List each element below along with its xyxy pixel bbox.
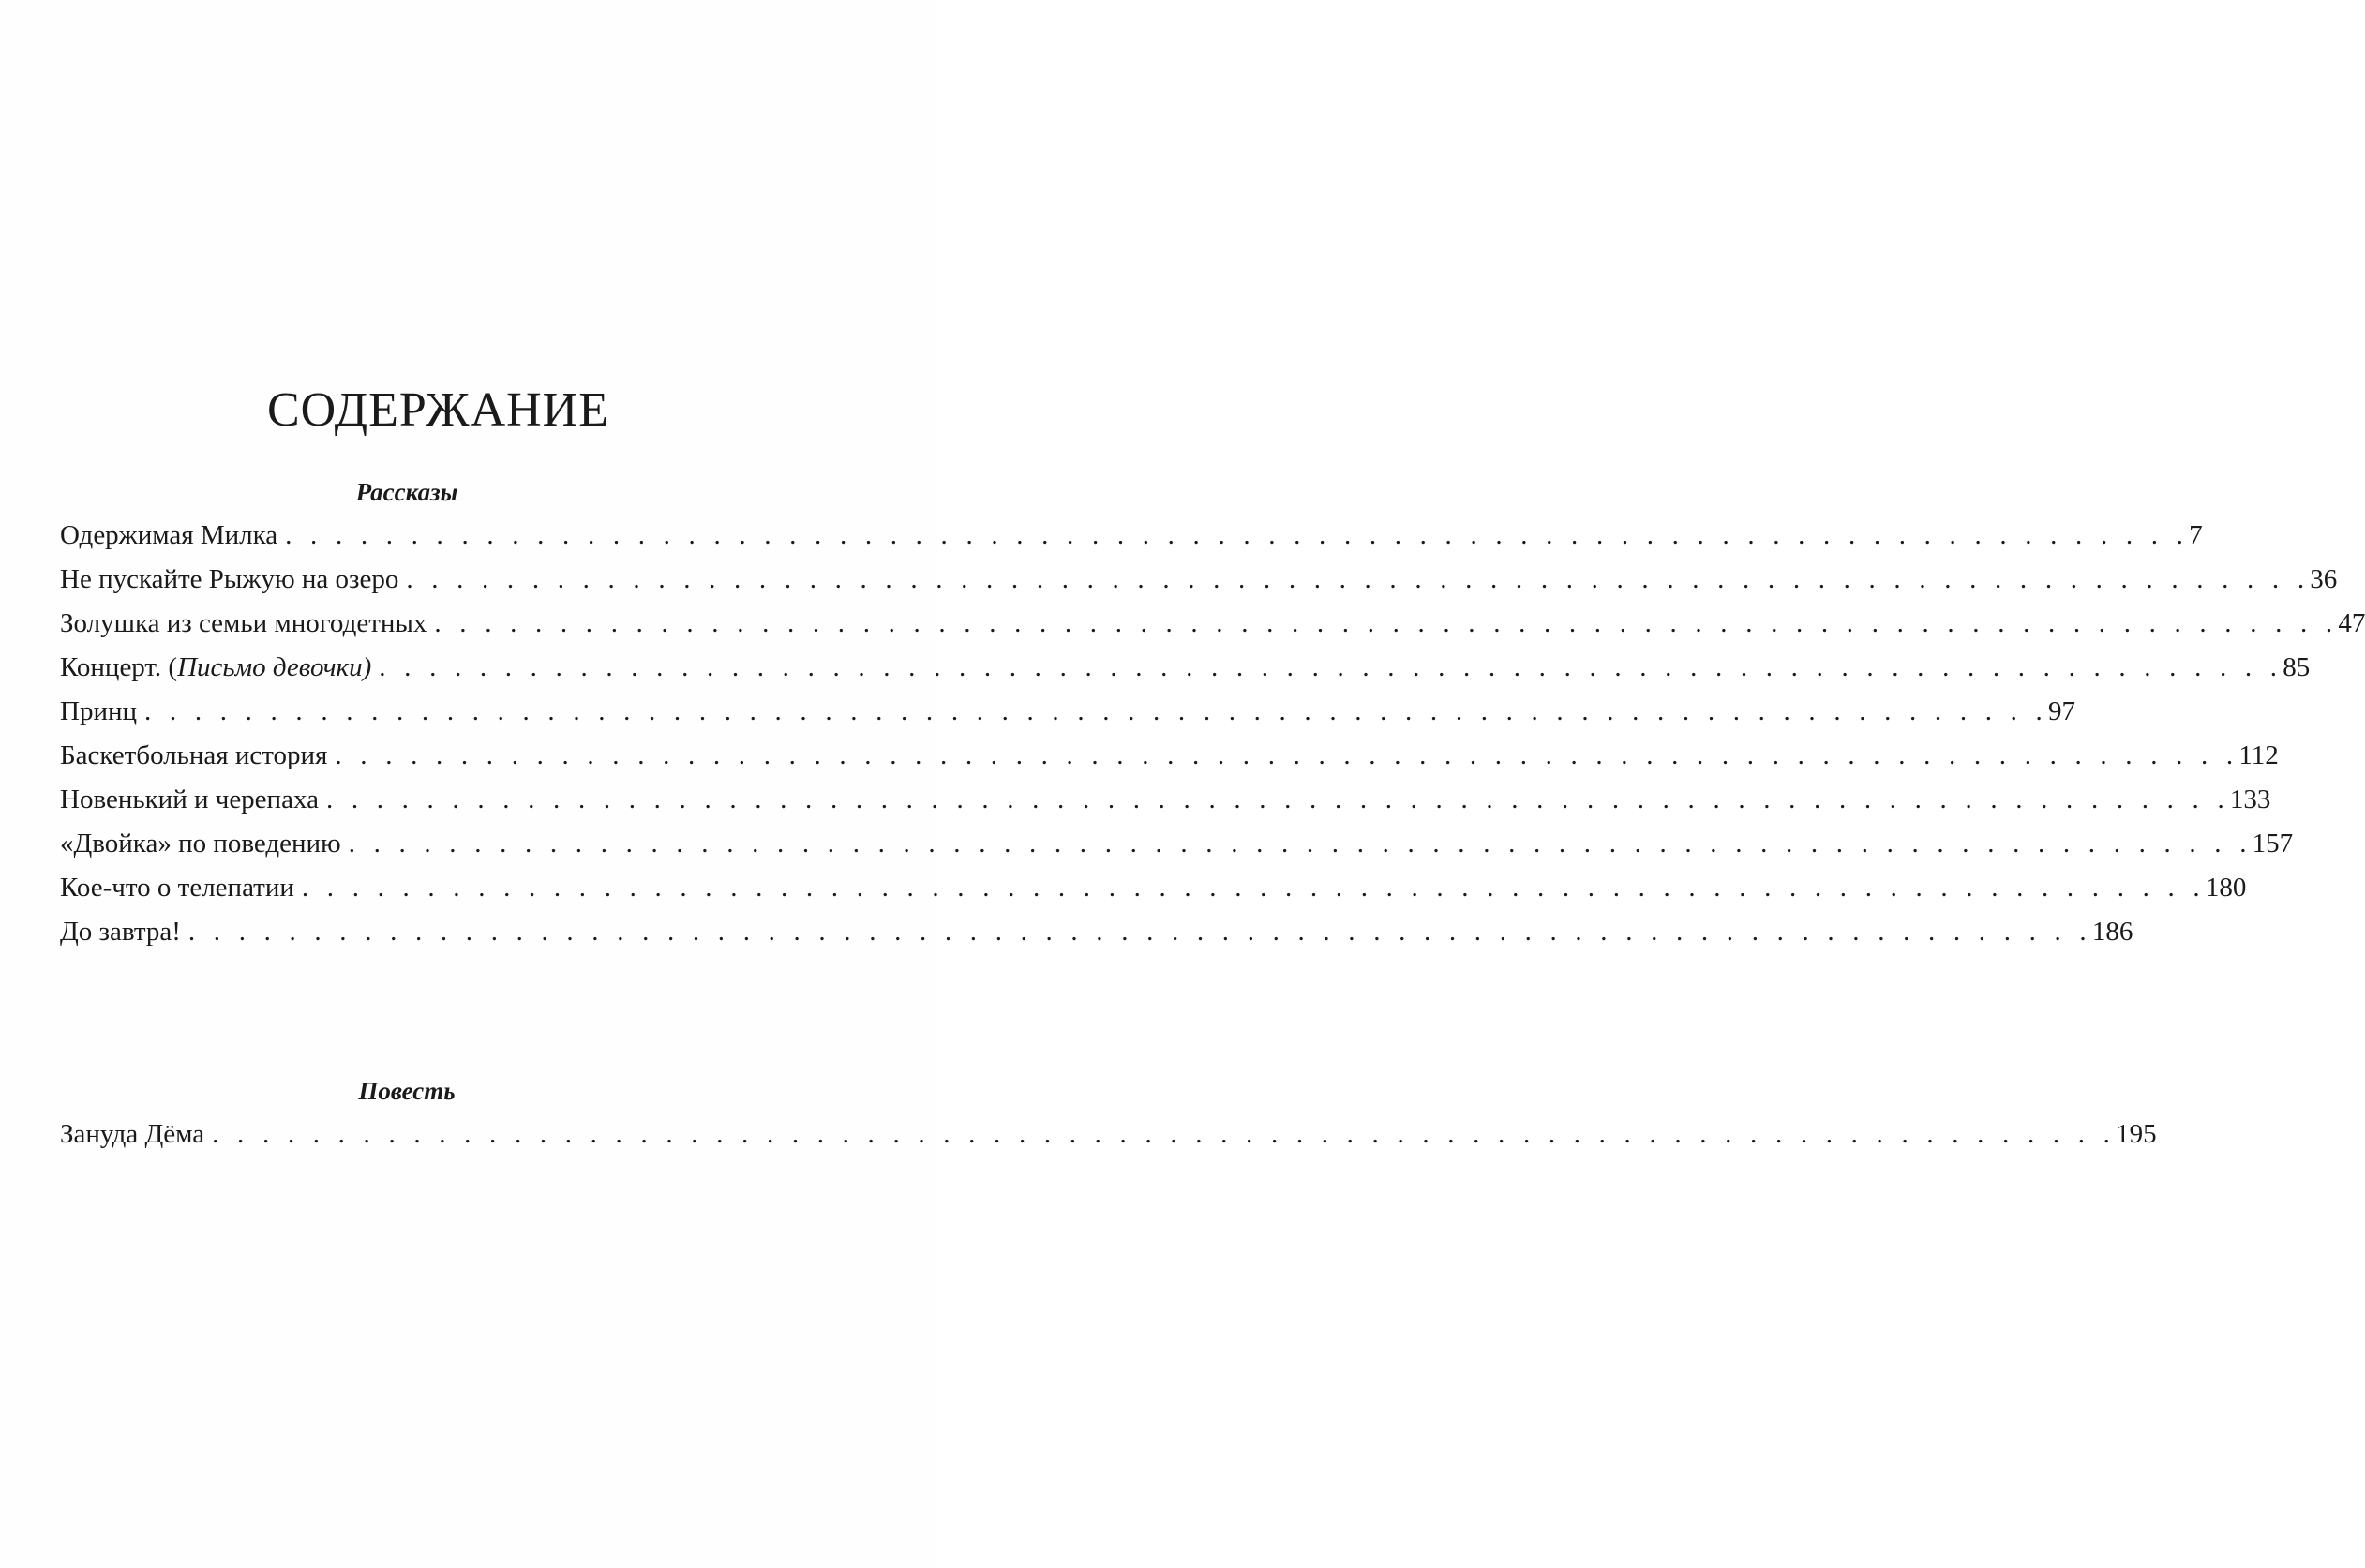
toc-entry-title: «Двойка» по поведению	[60, 829, 341, 859]
toc-entry[interactable]	[60, 910, 2133, 954]
leader-dots: . . . . . . . . . . . . . . . . . . . . . . . . . . . . . . . . . . . . . . . . . . . . . . . . . . . . . . . . . . . . . . . . . . . . . . . . . . . .	[325, 784, 2230, 814]
toc-page-number: 186	[2091, 917, 2133, 947]
toc-entry-title: До завтра!	[60, 917, 181, 947]
toc-page-number: 85	[2283, 652, 2311, 682]
toc-page-number: 7	[2189, 520, 2203, 550]
toc-entry[interactable]	[60, 1113, 2157, 1157]
toc-entry-title: Новенький и черепаха	[60, 784, 319, 814]
toc-entry[interactable]	[60, 602, 2365, 646]
leader-dots: . . . . . . . . . . . . . . . . . . . . . . . . . . . . . . . . . . . . . . . . . . . . . . . . . . . . . . . . . . . . . . . . . . . . . . . . . . . .	[406, 564, 2311, 594]
toc-novella	[60, 1113, 2157, 1157]
toc-entry[interactable]	[60, 646, 2311, 690]
toc-entry-title: Не пускайте Рыжую на озеро	[60, 564, 399, 594]
leader-dots: . . . . . . . . . . . . . . . . . . . . . . . . . . . . . . . . . . . . . . . . . . . . . . . . . . . . . . . . . . . . . . . . . . . . . . . . . . . .	[187, 917, 2092, 947]
toc-entry-title-prefix: Концерт. (	[60, 652, 178, 682]
toc-entry-title: Баскетбольная история	[60, 740, 328, 770]
leader-dots: . . . . . . . . . . . . . . . . . . . . . . . . . . . . . . . . . . . . . . . . . . . . . . . . . . . . . . . . . . . . . . . . . . . . . . . . . . . .	[379, 652, 2283, 682]
toc-page-number: 112	[2238, 740, 2279, 770]
toc-entry[interactable]	[60, 822, 2294, 866]
leader-dots: . . . . . . . . . . . . . . . . . . . . . . . . . . . . . . . . . . . . . . . . . . . . . . . . . . . . . . . . . . . . . . . . . . . . . . . . . . . .	[144, 696, 2048, 726]
section-heading-stories: Рассказы	[355, 478, 458, 506]
toc-page-number: 133	[2229, 784, 2271, 814]
toc-entry[interactable]	[60, 866, 2247, 910]
toc-page-number: 97	[2047, 696, 2075, 726]
toc-page-number: 47	[2338, 608, 2365, 638]
section-heading-novella: Повесть	[358, 1077, 456, 1105]
leader-dots: . . . . . . . . . . . . . . . . . . . . . . . . . . . . . . . . . . . . . . . . . . . . . . . . . . . . . . . . . . . . . . . . . . . . . . . . . . . .	[434, 608, 2339, 638]
toc-entry[interactable]	[60, 734, 2279, 778]
toc-page-number: 157	[2252, 829, 2294, 859]
toc-entry[interactable]	[60, 558, 2338, 602]
toc-entry-title: Золушка из семьи многодетных	[60, 608, 427, 638]
leader-dots: . . . . . . . . . . . . . . . . . . . . . . . . . . . . . . . . . . . . . . . . . . . . . . . . . . . . . . . . . . . . . . . . . . . . . . . . . . . .	[348, 829, 2253, 859]
toc-page-number: 180	[2205, 873, 2247, 903]
page-title: СОДЕРЖАНИЕ	[267, 383, 609, 437]
toc-entry-title: Кое-что о телепатии	[60, 873, 294, 903]
leader-dots: . . . . . . . . . . . . . . . . . . . . . . . . . . . . . . . . . . . . . . . . . . . . . . . . . . . . . . . . . . . . . . . . . . . . . . . . . . . .	[285, 520, 2190, 550]
leader-dots: . . . . . . . . . . . . . . . . . . . . . . . . . . . . . . . . . . . . . . . . . . . . . . . . . . . . . . . . . . . . . . . . . . . . . . . . . . . .	[335, 740, 2239, 770]
toc-stories	[60, 514, 2365, 954]
toc-entry-title: Зануда Дёма	[60, 1119, 205, 1149]
toc-entry-title: Одержимая Милка	[60, 520, 278, 550]
toc-page-number: 36	[2310, 564, 2338, 594]
toc-entry-title: Принц	[60, 696, 138, 726]
toc-entry-title-italic: Письмо девочки)	[177, 652, 372, 682]
toc-entry[interactable]	[60, 690, 2075, 734]
leader-dots: . . . . . . . . . . . . . . . . . . . . . . . . . . . . . . . . . . . . . . . . . . . . . . . . . . . . . . . . . . . . . . . . . . . . . . . . . . . .	[301, 873, 2206, 903]
toc-entry[interactable]	[60, 778, 2271, 822]
toc-page-number: 195	[2116, 1119, 2157, 1149]
toc-entry-title	[60, 646, 371, 690]
toc-entry[interactable]	[60, 514, 2203, 558]
leader-dots: . . . . . . . . . . . . . . . . . . . . . . . . . . . . . . . . . . . . . . . . . . . . . . . . . . . . . . . . . . . . . . . . . . . . . . . . . . . .	[212, 1119, 2117, 1149]
